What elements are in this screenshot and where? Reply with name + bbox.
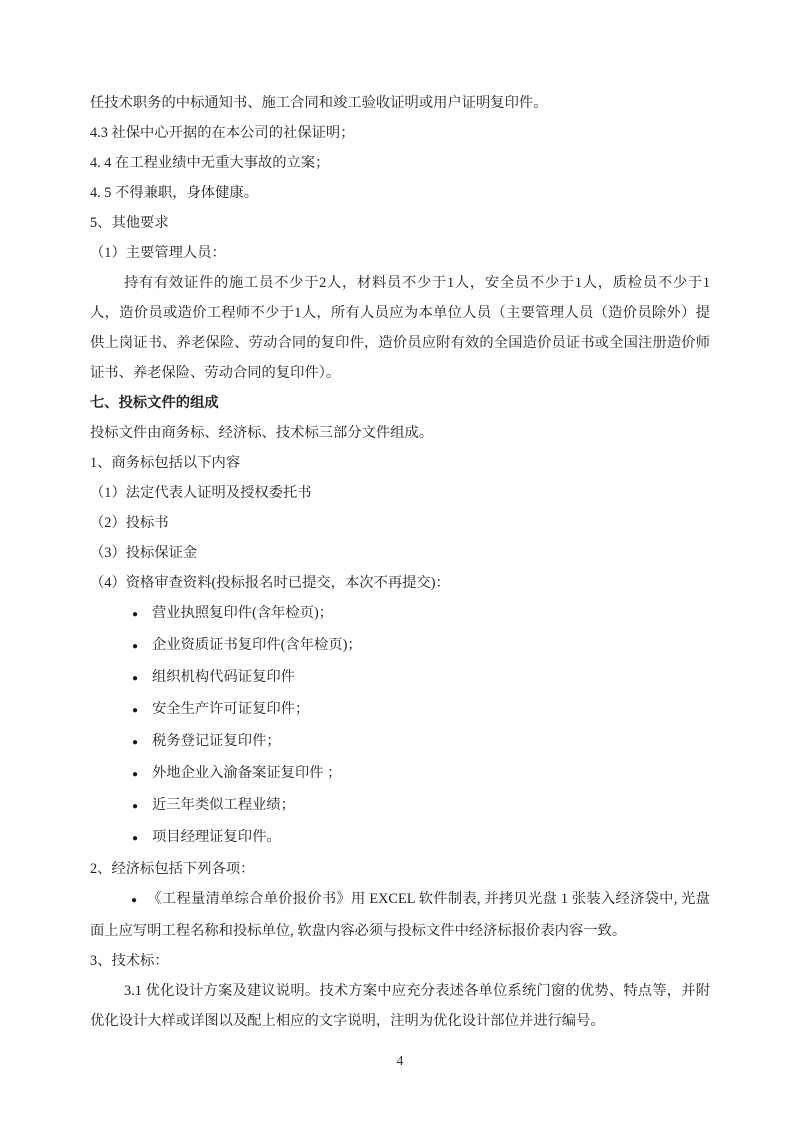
bullet-item-label: 项目经理证复印件。: [152, 829, 281, 845]
bullet-item-excel: [90, 884, 710, 946]
bullet-icon: ●: [132, 609, 139, 620]
bullet-item-label: 《工程量清单综合单价报价书》用 EXCEL 软件制表, 并拷贝光盘 1 张装入经济袋中, 光盘面上应写明工程名称和投标单位, 软盘内容必须与投标文件中经济标报价表内容一致。: [90, 891, 710, 939]
bullet-icon: ●: [132, 705, 139, 716]
bullet-item: [90, 598, 710, 630]
technical-bid-heading: 3、技术标：: [90, 953, 169, 969]
bullet-item: [90, 662, 710, 694]
section-5-heading: 5、其他要求: [90, 215, 169, 231]
list-item-2: （2）投标书: [90, 515, 169, 531]
clause-4-3: 4.3 社保中心开据的在本公司的社保证明；: [90, 125, 355, 141]
section-5-item-1: （1）主要管理人员：: [90, 245, 226, 261]
bullet-item: [90, 758, 710, 790]
paragraph-continuation: 任技术职务的中标通知书、施工合同和竣工验收证明或用户证明复印件。: [90, 95, 548, 111]
list-item-3: （3）投标保证金: [90, 545, 198, 561]
bullet-icon: ●: [131, 895, 138, 906]
bullet-item-label: 企业资质证书复印件(含年检页)；: [152, 637, 362, 653]
economic-bid-heading: 2、经济标包括下列各项：: [90, 861, 255, 877]
clause-4-4: 4. 4 在工程业绩中无重大事故的立案；: [90, 155, 330, 171]
page-number: 4: [396, 1053, 404, 1068]
bullet-item-label: 安全生产许可证复印件；: [152, 701, 310, 717]
bullet-item-label: 税务登记证复印件；: [152, 733, 281, 749]
bullet-item: [90, 726, 710, 758]
bullet-icon: ●: [132, 769, 139, 780]
bullet-icon: ●: [132, 641, 139, 652]
section-7-intro: 投标文件由商务标、经济标、技术标三部分文件组成。: [90, 425, 434, 441]
clause-4-5: 4. 5 不得兼职，身体健康。: [90, 185, 258, 201]
list-item-4: （4）资格审查资料(投标报名时已提交，本次不再提交)：: [90, 575, 450, 591]
bullet-icon: ●: [132, 673, 139, 684]
commercial-bid-heading: 1、商务标包括以下内容: [90, 455, 241, 471]
section-5-body: 持有有效证件的施工员不少于2人，材料员不少于1人，安全员不少于1人，质检员不少于1人，造价员或造价工程师不少于1人，所有人员应为本单位人员（主要管理人员（造价员除外）提供上岗证书、养老保险、劳动合同的复印件，造价员应附有效的全国造价员证书或全国注册造价师证书、养老保险、劳动合同的复印件）。: [90, 275, 710, 381]
bullet-icon: ●: [132, 801, 139, 812]
bullet-item: [90, 694, 710, 726]
bullet-item: [90, 790, 710, 822]
list-item-1: （1）法定代表人证明及授权委托书: [90, 485, 312, 501]
bullet-item: [90, 822, 710, 854]
bullet-item: [90, 630, 710, 662]
bullet-item-label: 外地企业入渝备案证复印件 ；: [152, 765, 342, 781]
bullet-icon: ●: [132, 737, 139, 748]
paragraph-3-1: 3.1 优化设计方案及建议说明。技术方案中应充分表述各单位系统门窗的优势、特点等，并附优化设计大样或详图以及配上相应的文字说明，注明为优化设计部位并进行编号。: [90, 983, 710, 1029]
bullet-icon: ●: [132, 833, 139, 844]
section-7-heading: 七、投标文件的组成: [90, 395, 219, 411]
bullet-item-label: 组织机构代码证复印件: [152, 669, 295, 685]
bullet-item-label: 营业执照复印件(含年检页)；: [152, 605, 334, 621]
bullet-item-label: 近三年类似工程业绩；: [152, 797, 295, 813]
